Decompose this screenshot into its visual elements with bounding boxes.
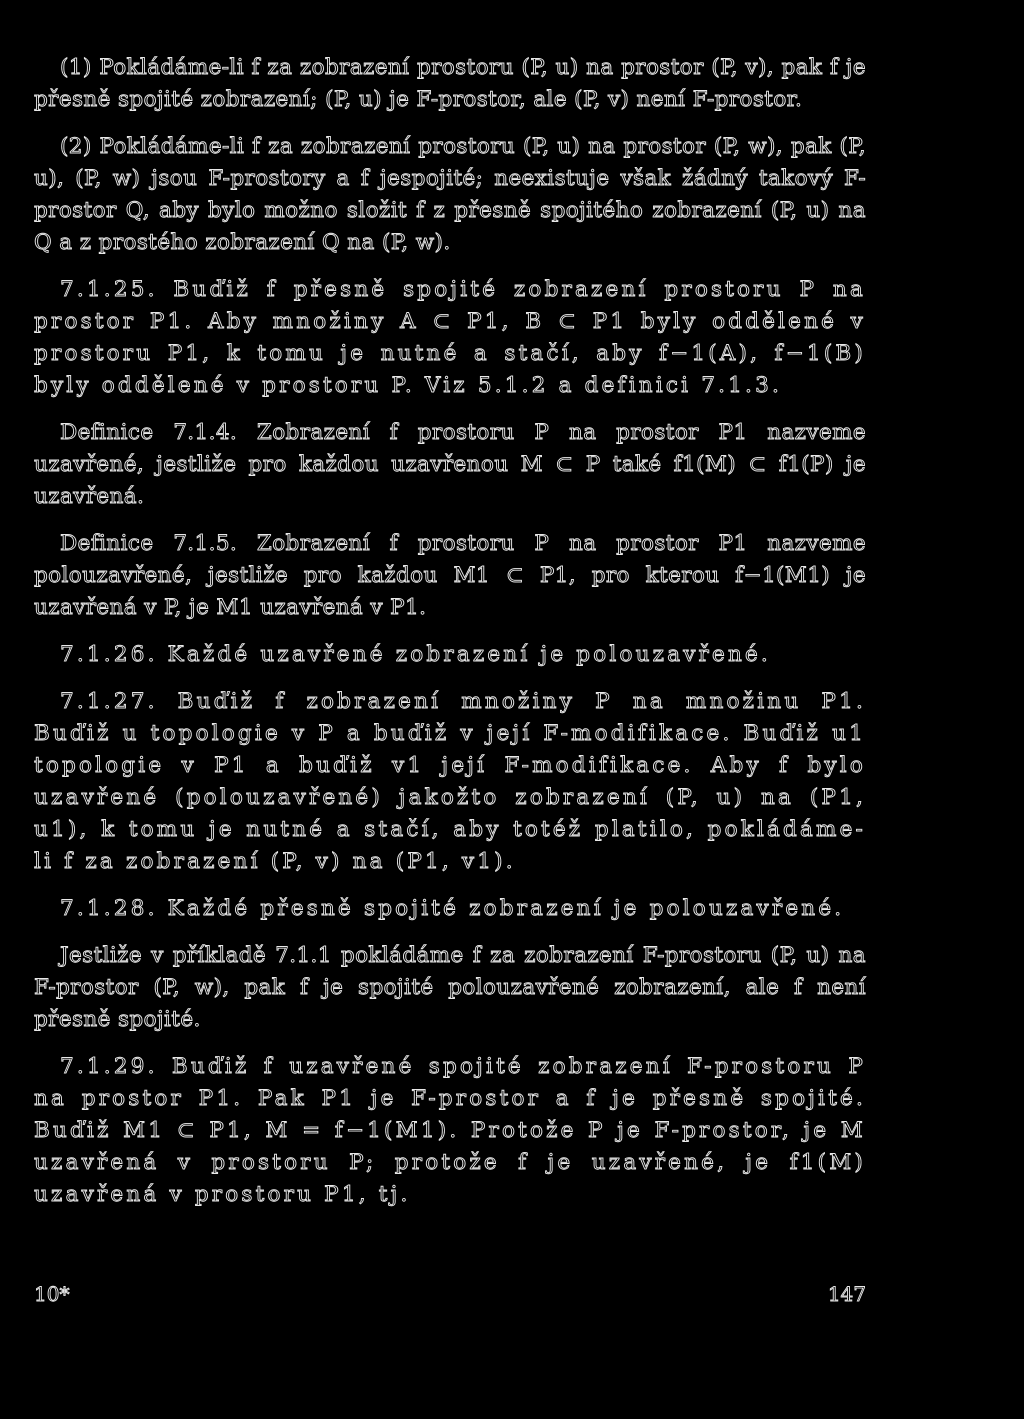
theorem-7-1-29: 7.1.29. Buďiž f uzavřené spojité zobrazení F-prostoru P na prostor P1. Pak P1 je F-prostor a f je přesně spojité. Buďiž M1 ⊂ P1, M = f−1(M1). Protože P je F-prostor, je M uzavřená v prostoru P; protože f je uzavřené, je f1(M) uzavřená v prostoru P1, tj. [34,1054,866,1207]
paragraph-1: (1) Pokládáme-li f za zobrazení prostoru (P, u) na prostor (P, v), pak f je přesně spojité zobrazení; (P, u) je F-prostor, ale (P, v) není F-prostor. [34,55,866,112]
signature-mark: 10* [34,1282,70,1306]
page-number: 147 [827,1282,866,1306]
page-body [34,52,866,1226]
page-footer [34,1282,866,1314]
theorem-7-1-27: 7.1.27. Buďiž f zobrazení množiny P na množinu P1. Buďiž u topologie v P a buďiž v její F-modifikace. Buďiž u1 topologie v P1 a buďiž v1 její F-modifikace. Aby f bylo uzavřené (polouzavřené) jakožto zobrazení (P, u) na (P1, u1), k tomu je nutné a stačí, aby totéž platilo, pokládáme-li f za zobrazení (P, v) na (P1, v1). [34,689,866,874]
paragraph-2: (2) Pokládáme-li f za zobrazení prostoru (P, u) na prostor (P, w), pak (P, u), (P, w) jsou F-prostory a f jespojité; neexistuje však žádný takový F-prostor Q, aby bylo možno složit f z přesně spojitého zobrazení (P, u) na Q a z prostého zobrazení Q na (P, w). [34,134,866,255]
definition-7-1-5: Definice 7.1.5. Zobrazení f prostoru P na prostor P1 nazveme polouzavřené, jestliže pro každou M1 ⊂ P1, pro kterou f−1(M1) je uzavřená v P, je M1 uzavřená v P1. [34,531,866,620]
remark-paragraph: Jestliže v příkladě 7.1.1 pokládáme f za zobrazení F-prostoru (P, u) na F-prostor (P, w), pak f je spojité polouzavřené zobrazení, ale f není přesně spojité. [34,943,866,1032]
theorem-7-1-28: 7.1.28. Každé přesně spojité zobrazení je polouzavřené. [60,896,845,921]
theorem-7-1-26: 7.1.26. Každé uzavřené zobrazení je polouzavřené. [60,642,771,667]
theorem-7-1-25: 7.1.25. Buďiž f přesně spojité zobrazení prostoru P na prostor P1. Aby množiny A ⊂ P1, B ⊂ P1 byly oddělené v prostoru P1, k tomu je nutné a stačí, aby f−1(A), f−1(B) byly oddělené v prostoru P. Viz 5.1.2 a definici 7.1.3. [34,277,866,398]
definition-7-1-4: Definice 7.1.4. Zobrazení f prostoru P na prostor P1 nazveme uzavřené, jestliže pro každou uzavřenou M ⊂ P také f1(M) ⊂ f1(P) je uzavřená. [34,420,866,509]
